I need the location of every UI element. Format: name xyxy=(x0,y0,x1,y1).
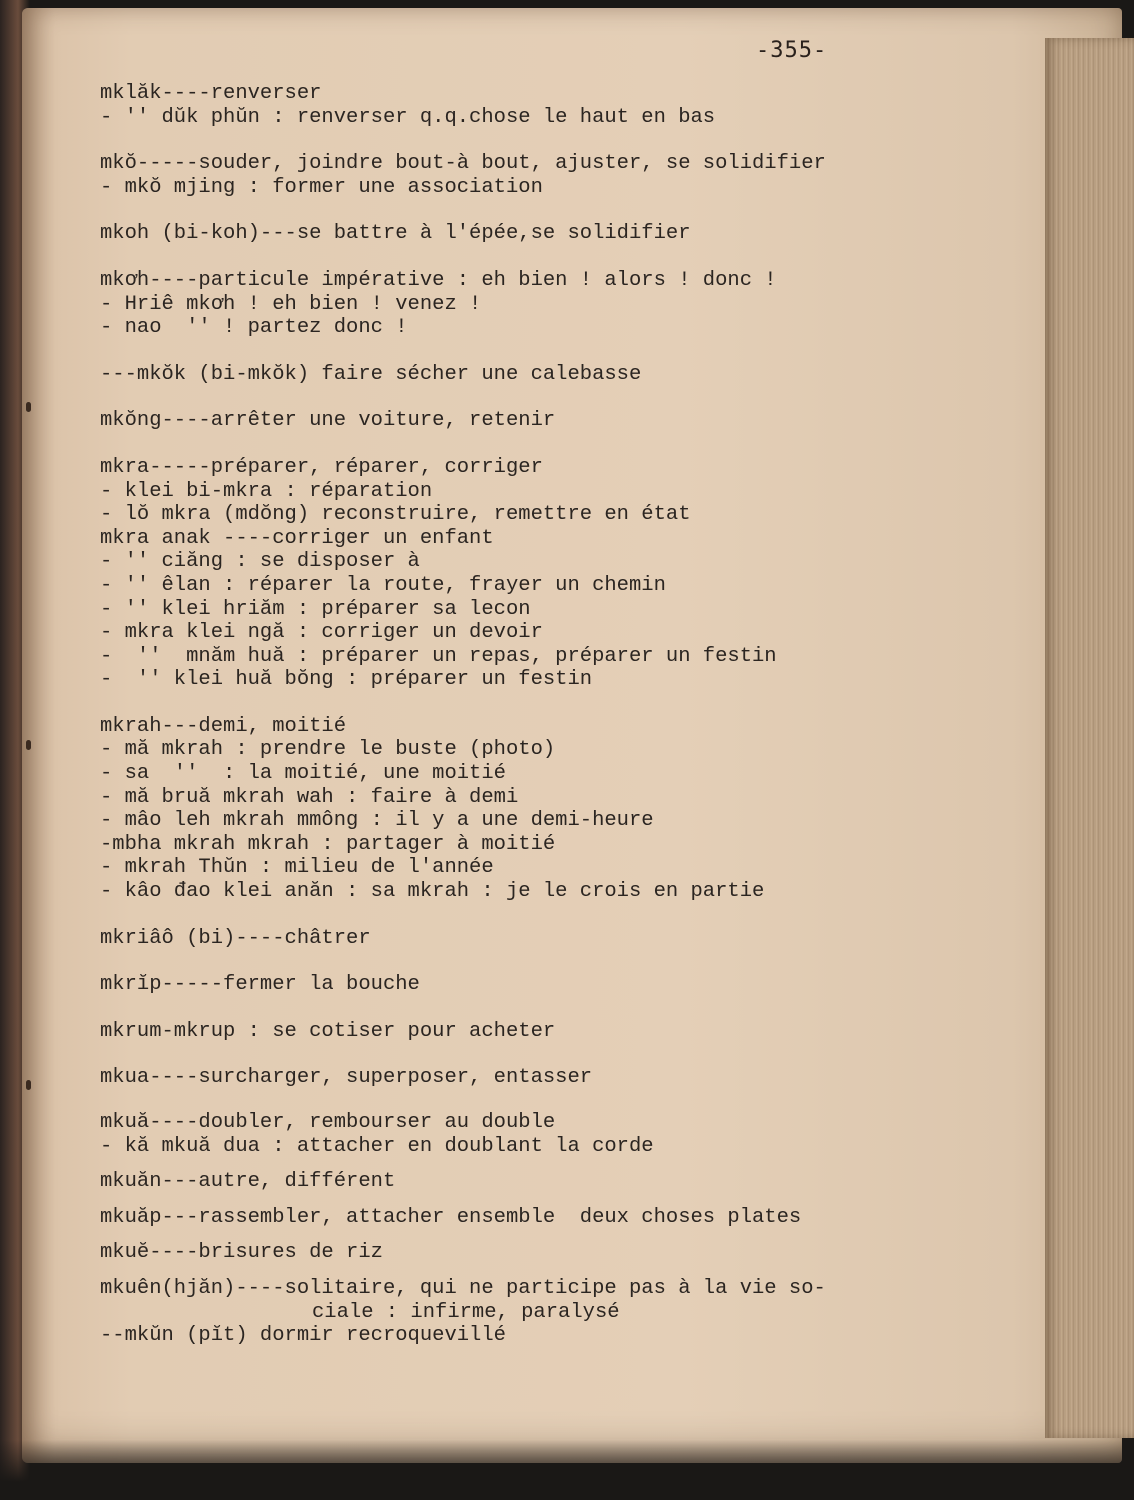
page-number: -355- xyxy=(756,38,828,63)
binding-mark xyxy=(26,740,31,750)
entry-example-line: - '' klei huă bŏng : préparer un festin xyxy=(100,668,593,692)
entry-example-line: - '' mnăm huă : préparer un repas, préparer un festin xyxy=(100,644,777,668)
entry-example-line: - mâo leh mkrah mmông : il y a une demi-heure xyxy=(100,809,654,833)
entry-headword-line: mkriâô (bi)----châtrer xyxy=(100,926,371,950)
entry-example-line: - sa '' : la moitié, une moitié xyxy=(100,762,506,786)
entry-example-line: - kă mkuă dua : attacher en doublant la corde xyxy=(100,1134,654,1158)
entry-headword-line: mkơh----particule impérative : eh bien ! alors ! donc ! xyxy=(100,268,777,292)
entry-headword-line: mkŏ-----souder, joindre bout-à bout, ajuster, se solidifier xyxy=(100,152,826,176)
entry-example-line: - klei bi-mkra : réparation xyxy=(100,479,433,503)
entry-example-line: - mă bruă mkrah wah : faire à demi xyxy=(100,785,519,809)
page-bottom-shadow xyxy=(0,1440,1134,1500)
entry-continuation-line: ciale : infirme, paralysé xyxy=(312,1300,620,1324)
dictionary-text xyxy=(100,82,950,1348)
page-edges xyxy=(1045,38,1134,1438)
entry-headword-line: ---mkŏk (bi-mkŏk) faire sécher une calebasse xyxy=(100,362,642,386)
entry-headword-line: mkuăn---autre, différent xyxy=(100,1170,396,1194)
entry-example-line: - '' êlan : réparer la route, frayer un chemin xyxy=(100,573,666,597)
entry-headword-line: --mkŭn (pĭt) dormir recroquevillé xyxy=(100,1324,506,1348)
entry-headword-line: mkuăp---rassembler, attacher ensemble deux choses plates xyxy=(100,1205,802,1229)
entry-headword-line: mkoh (bi-koh)---se battre à l'épée,se solidifier xyxy=(100,222,691,246)
entry-example-line: - lŏ mkra (mdŏng) reconstruire, remettre en état xyxy=(100,503,691,527)
entry-example-line: - mkŏ mjing : former une association xyxy=(100,175,543,199)
entry-headword-line: mkra-----préparer, réparer, corriger xyxy=(100,455,543,479)
entry-headword-line: mkrah---demi, moitié xyxy=(100,714,347,738)
entry-headword-line: mklăk----renverser xyxy=(100,82,322,105)
entry-headword-line: mkrĭp-----fermer la bouche xyxy=(100,973,420,997)
entry-example-line: - mă mkrah : prendre le buste (photo) xyxy=(100,738,556,762)
entry-example-line: - nao '' ! partez donc ! xyxy=(100,316,408,340)
entry-headword-line: mkua----surcharger, superposer, entasser xyxy=(100,1066,593,1090)
entry-example-line: - mkra klei ngă : corriger un devoir xyxy=(100,621,543,645)
binding-mark xyxy=(26,1080,31,1090)
entry-example-line: - Hriê mkơh ! eh bien ! venez ! xyxy=(100,292,482,316)
entry-example-line: mkra anak ----corriger un enfant xyxy=(100,526,494,550)
entry-headword-line: mkŏng----arrêter une voiture, retenir xyxy=(100,409,556,433)
entry-example-line: -mbha mkrah mkrah : partager à moitié xyxy=(100,832,556,856)
entry-example-line: - '' klei hriăm : préparer sa lecon xyxy=(100,597,531,621)
entry-headword-line: mkrum-mkrup : se cotiser pour acheter xyxy=(100,1019,556,1043)
entry-example-line: - kâo đao klei anăn : sa mkrah : je le crois en partie xyxy=(100,880,765,904)
entry-example-line: - '' dŭk phŭn : renverser q.q.chose le haut en bas xyxy=(100,105,716,129)
entry-headword-line: mkuă----doubler, rembourser au double xyxy=(100,1111,556,1134)
entry-headword-line: mkuĕ----brisures de riz xyxy=(100,1241,383,1265)
binding-mark xyxy=(26,402,31,412)
entry-example-line: - mkrah Thŭn : milieu de l'année xyxy=(100,856,494,880)
entry-headword-line: mkuên(hjăn)----solitaire, qui ne participe pas à la vie so- xyxy=(100,1276,826,1300)
entry-example-line: - '' ciăng : se disposer à xyxy=(100,550,420,574)
